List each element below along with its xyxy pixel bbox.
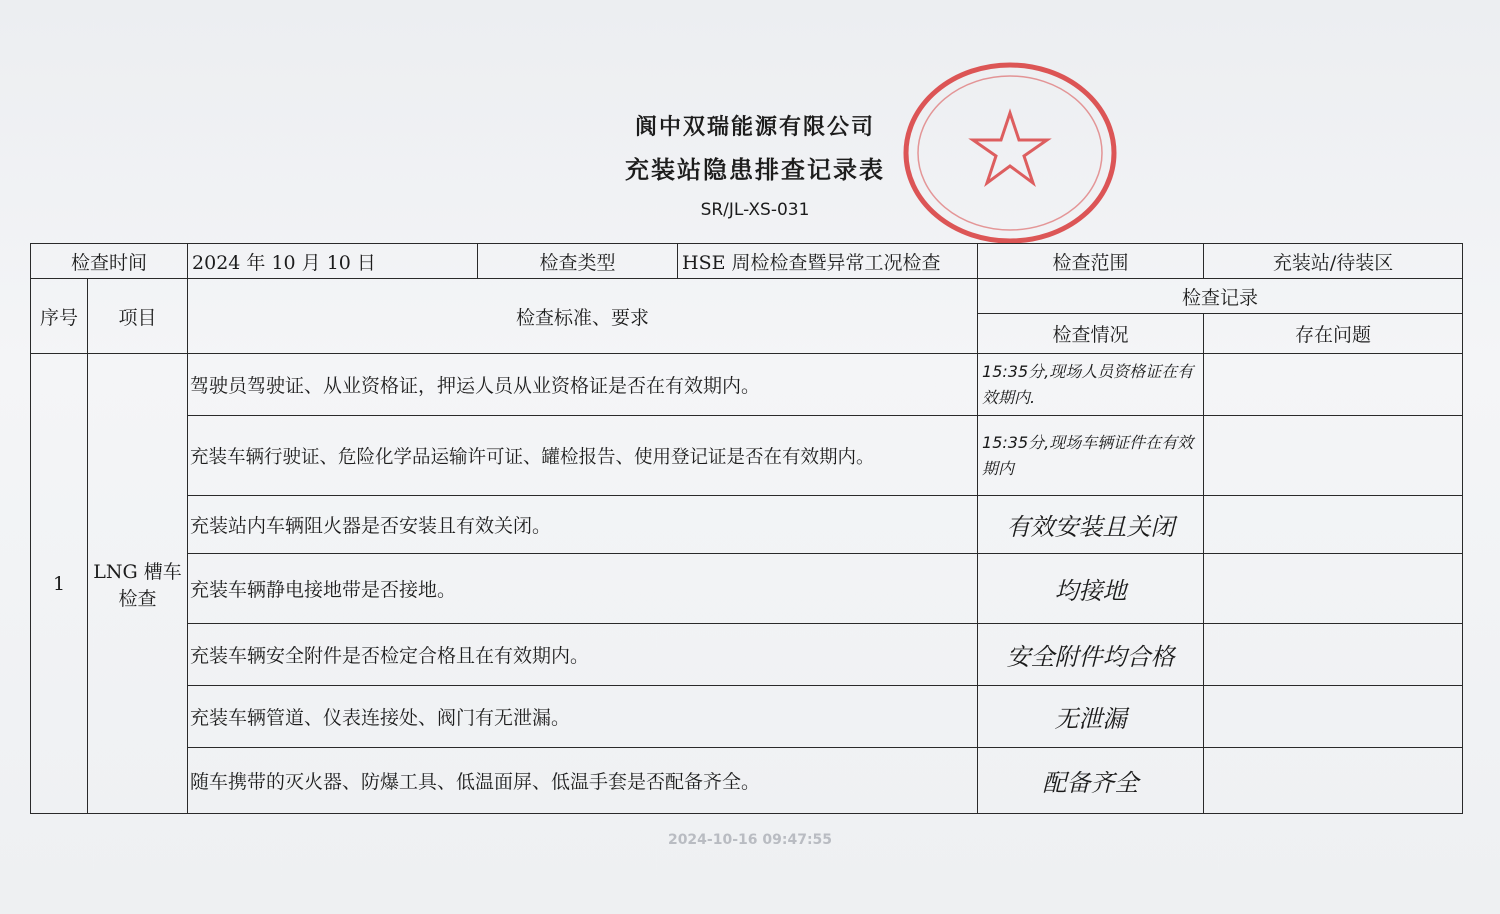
issue-cell: [1204, 624, 1463, 686]
col-header-issue: 存在问题: [1204, 314, 1463, 354]
time-label: 检查时间: [31, 244, 188, 279]
status-cell: 无泄漏: [978, 686, 1204, 748]
inspection-table: [30, 243, 1463, 814]
form-title: 充装站隐患排查记录表: [625, 156, 885, 184]
standard-cell: 随车携带的灭火器、防爆工具、低温面屏、低温手套是否配备齐全。: [188, 748, 978, 814]
scope-value: 充装站/待装区: [1204, 244, 1463, 279]
scope-label: 检查范围: [978, 244, 1204, 279]
status-cell: 安全附件均合格: [978, 624, 1204, 686]
issue-cell: [1204, 416, 1463, 496]
issue-cell: [1204, 554, 1463, 624]
col-header-no: 序号: [31, 279, 88, 354]
status-cell: 15:35分,现场人员资格证在有效期内.: [978, 354, 1204, 416]
standard-cell: 充装车辆安全附件是否检定合格且在有效期内。: [188, 624, 978, 686]
status-cell: 15:35分,现场车辆证件在有效期内: [978, 416, 1204, 496]
issue-cell: [1204, 354, 1463, 416]
issue-cell: [1204, 686, 1463, 748]
standard-cell: 充装站内车辆阻火器是否安装且有效关闭。: [188, 496, 978, 554]
type-label: 检查类型: [478, 244, 678, 279]
issue-cell: [1204, 748, 1463, 814]
status-cell: 均接地: [978, 554, 1204, 624]
company-name: 阆中双瑞能源有限公司: [634, 115, 875, 140]
form-code: SR/JL-XS-031: [700, 200, 810, 220]
standard-cell: 充装车辆管道、仪表连接处、阀门有无泄漏。: [188, 686, 978, 748]
issue-cell: [1204, 496, 1463, 554]
standard-cell: 充装车辆行驶证、危险化学品运输许可证、罐检报告、使用登记证是否在有效期内。: [188, 416, 978, 496]
standard-cell: 充装车辆静电接地带是否接地。: [188, 554, 978, 624]
col-header-record: 检查记录: [978, 279, 1463, 314]
row-number: 1: [31, 354, 88, 814]
standard-cell: 驾驶员驾驶证、从业资格证，押运人员从业资格证是否在有效期内。: [188, 354, 978, 416]
status-cell: 有效安装且关闭: [978, 496, 1204, 554]
type-value: HSE 周检检查暨异常工况检查: [678, 244, 978, 279]
status-cell: 配备齐全: [978, 748, 1204, 814]
col-header-item: 项目: [88, 279, 188, 354]
col-header-standard: 检查标准、要求: [188, 279, 978, 354]
col-header-status: 检查情况: [978, 314, 1204, 354]
item-name: LNG 槽车 检查: [88, 354, 188, 814]
photo-timestamp: 2024-10-16 09:47:55: [667, 832, 833, 848]
time-value: 2024 年 10 月 10 日: [188, 244, 478, 279]
company-seal: [895, 58, 1125, 248]
